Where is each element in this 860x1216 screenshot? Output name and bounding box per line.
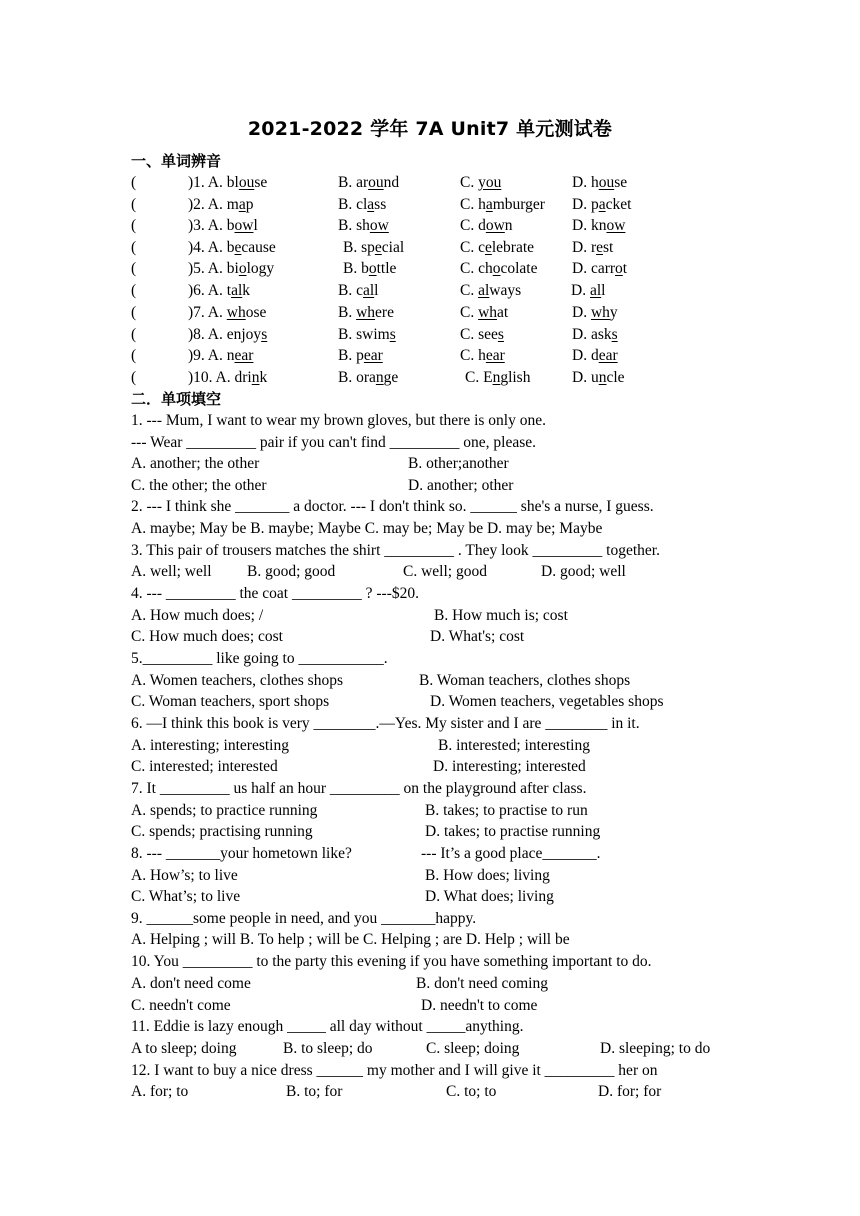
question-number: )1. A.: [188, 174, 227, 191]
option-text: B. to sleep; do: [283, 1040, 373, 1057]
phonetics-option-c: C. what: [460, 304, 509, 321]
underlined-sound: a: [485, 196, 493, 213]
option-text: D. good; well: [541, 563, 626, 580]
option-text: B. to; for: [286, 1083, 343, 1100]
phonetics-option-d: D. all: [571, 282, 606, 299]
underlined-sound: n: [375, 369, 384, 386]
underlined-sound: o: [368, 260, 377, 277]
phonetics-option-d: D. uncle: [572, 369, 625, 386]
underlined-sound: s: [389, 326, 396, 343]
underlined-sound: n: [251, 369, 260, 386]
option-text: B. don't need coming: [416, 975, 548, 992]
question-line: 1. --- Mum, I want to wear my brown gloves, but there is only one.: [131, 412, 546, 429]
question-number: )6. A.: [188, 282, 227, 299]
phonetics-option-d: D. know: [572, 217, 626, 234]
answer-paren: (: [131, 239, 137, 256]
phonetics-option-a: )5. A. biology: [188, 260, 275, 277]
underlined-sound: ou: [598, 174, 615, 191]
underlined-sound: s: [611, 326, 618, 343]
page-title: 2021-2022 学年 7A Unit7 单元测试卷: [247, 118, 613, 140]
underlined-sound: s: [497, 326, 504, 343]
phonetics-option-a: )6. A. talk: [188, 282, 250, 299]
underlined-sound: wh: [590, 304, 610, 321]
underlined-sound: s: [261, 326, 268, 343]
option-text: A. another; the other: [131, 455, 260, 472]
underlined-sound: e: [596, 239, 603, 256]
phonetics-option-c: C. celebrate: [460, 239, 535, 256]
option-text: C. Woman teachers, sport shops: [131, 693, 330, 710]
phonetics-option-b: B. orange: [338, 369, 399, 386]
option-text: C. What’s; to live: [131, 888, 241, 905]
question-line: 3. This pair of trousers matches the shirt _________ . They look _________ together.: [131, 542, 660, 559]
phonetics-option-c: C. chocolate: [460, 260, 538, 277]
question-line: 8. --- _______your hometown like?: [131, 845, 352, 862]
option-text: C. the other; the other: [131, 477, 267, 494]
phonetics-option-a: )9. A. near: [188, 347, 254, 364]
option-text: D. needn't to come: [421, 997, 538, 1014]
section-heading-phonetics: 一、单词辨音: [131, 152, 222, 170]
question-number: )10. A.: [188, 369, 235, 386]
underlined-sound: wh: [226, 304, 246, 321]
phonetics-option-c: C. English: [465, 369, 531, 386]
phonetics-option-a: )3. A. bowl: [188, 217, 258, 234]
option-text: B. Woman teachers, clothes shops: [419, 672, 631, 689]
phonetics-option-d: D. carrot: [572, 260, 628, 277]
option-text: B. How does; living: [425, 867, 550, 884]
answer-paren: (: [131, 369, 137, 386]
underlined-sound: a: [367, 196, 375, 213]
answer-paren: (: [131, 217, 137, 234]
phonetics-option-a: )4. A. because: [188, 239, 276, 256]
option-text: D. another; other: [408, 477, 514, 494]
underlined-sound: al: [231, 282, 243, 299]
option-text: B. How much is; cost: [434, 607, 568, 624]
phonetics-option-d: D. why: [572, 304, 618, 321]
phonetics-option-d: D. dear: [572, 347, 618, 364]
question-number: )4. A.: [188, 239, 227, 256]
question-number: )7. A.: [188, 304, 227, 321]
underlined-sound: a: [598, 196, 606, 213]
phonetics-option-c: C. down: [460, 217, 513, 234]
question-line: 11. Eddie is lazy enough _____ all day without _____anything.: [131, 1018, 524, 1035]
option-text: A. for; to: [131, 1083, 189, 1100]
option-line: A. Helping ; will B. To help ; will be C. Helping ; are D. Help ; will be: [131, 931, 570, 948]
question-line: 5._________ like going to ___________.: [131, 650, 388, 667]
phonetics-option-b: B. swims: [338, 326, 396, 343]
phonetics-option-d: D. asks: [572, 326, 618, 343]
underlined-sound: ou: [238, 174, 255, 191]
option-text: D. takes; to practise running: [425, 823, 601, 840]
phonetics-option-b: B. where: [338, 304, 394, 321]
answer-paren: (: [131, 326, 137, 343]
option-text: D. Women teachers, vegetables shops: [430, 693, 664, 710]
phonetics-option-c: C. hear: [460, 347, 505, 364]
underlined-sound: ou: [368, 174, 384, 191]
question-number: )3. A.: [188, 217, 227, 234]
question-line: 6. —I think this book is very ________.—Yes. My sister and I are ________ in it.: [131, 715, 640, 732]
answer-paren: (: [131, 282, 137, 299]
answer-paren: (: [131, 174, 137, 191]
option-text: A. Women teachers, clothes shops: [131, 672, 343, 689]
underlined-sound: ear: [598, 347, 618, 364]
phonetics-option-b: B. around: [338, 174, 400, 191]
option-text: A. How’s; to live: [131, 867, 238, 884]
underlined-sound: you: [478, 174, 502, 191]
underlined-sound: al: [589, 282, 602, 299]
question-line: 7. It _________ us half an hour _________ on the playground after class.: [131, 780, 587, 797]
underlined-sound: a: [238, 196, 246, 213]
question-number: )5. A.: [188, 260, 227, 277]
option-text: C. How much does; cost: [131, 628, 283, 645]
answer-paren: (: [131, 196, 137, 213]
underlined-sound: ear: [485, 347, 505, 364]
underlined-sound: wh: [478, 304, 498, 321]
option-text: A. well; well: [131, 563, 212, 580]
phonetics-option-c: C. you: [460, 174, 502, 191]
question-line: --- Wear _________ pair if you can't find _________ one, please.: [131, 434, 537, 451]
phonetics-option-c: C. sees: [460, 326, 504, 343]
option-text: C. interested; interested: [131, 758, 278, 775]
question-line: 9. ______some people in need, and you _______happy.: [131, 910, 477, 927]
underlined-sound: ow: [234, 217, 254, 234]
option-text: A to sleep; doing: [131, 1040, 237, 1057]
option-text: C. sleep; doing: [426, 1040, 520, 1057]
phonetics-option-b: B. special: [343, 239, 405, 256]
option-text: D. for; for: [598, 1083, 662, 1100]
question-line: 10. You _________ to the party this evening if you have something important to do.: [131, 953, 652, 970]
underlined-sound: ear: [234, 347, 254, 364]
question-number: )2. A.: [188, 196, 227, 213]
phonetics-option-a: )8. A. enjoys: [188, 326, 268, 343]
answer-paren: (: [131, 260, 137, 277]
option-text: A. spends; to practice running: [131, 802, 318, 819]
underlined-sound: wh: [356, 304, 376, 321]
phonetics-option-a: )2. A. map: [188, 196, 254, 213]
option-text: B. takes; to practise to run: [425, 802, 588, 819]
underlined-sound: e: [234, 239, 242, 256]
option-text: A. interesting; interesting: [131, 737, 289, 754]
phonetics-option-c: C. always: [460, 282, 522, 299]
underlined-sound: al: [362, 282, 375, 299]
option-text: A. don't need come: [131, 975, 251, 992]
underlined-sound: n: [598, 369, 607, 386]
phonetics-option-b: B. show: [338, 217, 389, 234]
phonetics-option-b: B. call: [338, 282, 379, 299]
underlined-sound: o: [492, 260, 501, 277]
option-text: D. What's; cost: [430, 628, 525, 645]
option-text: B. interested; interesting: [438, 737, 590, 754]
option-text: C. to; to: [446, 1083, 497, 1100]
option-text: D. sleeping; to do: [600, 1040, 711, 1057]
phonetics-option-b: B. pear: [338, 347, 383, 364]
phonetics-option-a: )7. A. whose: [188, 304, 267, 321]
option-text: B. other;another: [408, 455, 509, 472]
underlined-sound: ear: [363, 347, 383, 364]
phonetics-option-d: D. packet: [572, 196, 632, 213]
option-text: A. How much does; /: [131, 607, 264, 624]
underlined-sound: e: [484, 239, 492, 256]
underlined-sound: o: [615, 260, 623, 277]
phonetics-option-c: C. hamburger: [460, 196, 545, 213]
phonetics-option-d: D. house: [572, 174, 628, 191]
option-text: C. well; good: [403, 563, 487, 580]
phonetics-option-d: D. rest: [572, 239, 614, 256]
underlined-sound: e: [374, 239, 382, 256]
phonetics-option-b: B. class: [338, 196, 387, 213]
question-line: 12. I want to buy a nice dress ______ my mother and I will give it _________ her on: [131, 1062, 658, 1079]
answer-paren: (: [131, 347, 137, 364]
option-text: B. good; good: [247, 563, 336, 580]
option-line: A. maybe; May be B. maybe; Maybe C. may be; May be D. may be; Maybe: [131, 520, 603, 537]
question-line: --- It’s a good place_______.: [421, 845, 601, 862]
option-text: D. interesting; interested: [433, 758, 586, 775]
option-text: C. needn't come: [131, 997, 231, 1014]
phonetics-option-a: )10. A. drink: [188, 369, 268, 386]
underlined-sound: ow: [606, 217, 626, 234]
underlined-sound: n: [492, 369, 501, 386]
phonetics-option-a: )1. A. blouse: [188, 174, 268, 191]
underlined-sound: ow: [369, 217, 389, 234]
option-text: D. What does; living: [425, 888, 554, 905]
option-text: C. spends; practising running: [131, 823, 313, 840]
question-number: )8. A.: [188, 326, 227, 343]
underlined-sound: ow: [485, 217, 505, 234]
phonetics-option-b: B. bottle: [343, 260, 397, 277]
question-line: 4. --- _________ the coat _________ ? ---$20.: [131, 585, 419, 602]
answer-paren: (: [131, 304, 137, 321]
underlined-sound: o: [238, 260, 247, 277]
underlined-sound: al: [478, 282, 490, 299]
question-number: )9. A.: [188, 347, 227, 364]
section-heading-choice: 二．单项填空: [131, 390, 222, 408]
question-line: 2. --- I think she _______ a doctor. --- I don't think so. ______ she's a nurse, I guess.: [131, 498, 654, 515]
